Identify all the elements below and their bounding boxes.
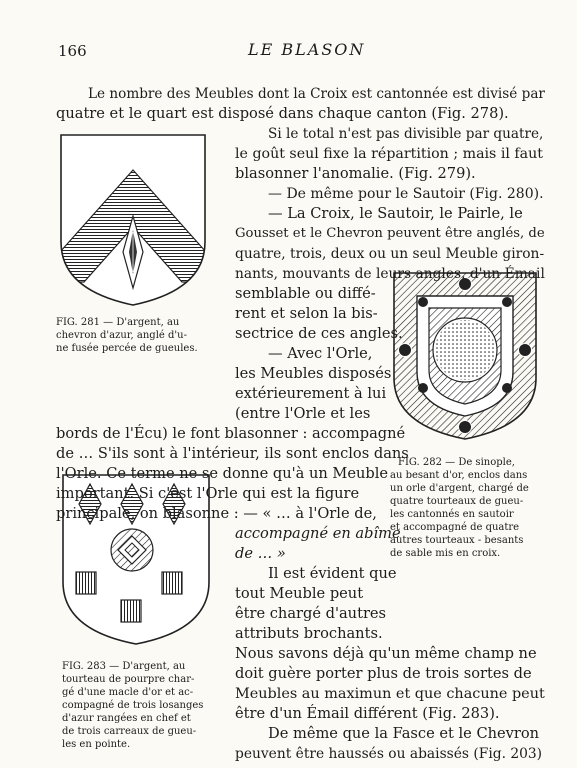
- page-number: 166: [58, 42, 87, 60]
- body-text-line: doit guère porter plus de trois sortes de: [235, 665, 532, 682]
- body-text-line: le goût seul fixe la répartition ; mais il faut: [235, 146, 543, 162]
- running-title: LE BLASON: [248, 40, 366, 59]
- figure-283-caption-line: compagné de trois losanges: [62, 700, 204, 711]
- body-text-line: Il est évident que: [268, 565, 397, 582]
- body-text-line: principale, on blasonne : — « … à l'Orle de,: [56, 505, 377, 522]
- body-text-line: rent et selon la bis-: [235, 305, 378, 322]
- figure-282-caption-line: les cantonnés en sautoir: [390, 509, 514, 520]
- body-text-line: peuvent être haussés ou abaissés (Fig. 203): [235, 746, 543, 762]
- body-text-line: tout Meuble peut: [235, 585, 364, 602]
- body-text-line: Meubles au maximun et que chacune peut: [235, 686, 545, 702]
- body-text-line: nants, mouvants de leurs angles, d'un Émail: [235, 266, 545, 282]
- figure-282-caption-line: quatre tourteaux de gueu-: [390, 496, 524, 507]
- body-text-line: Gousset et le Chevron peuvent être anglés, de: [235, 226, 545, 241]
- body-text-line: (entre l'Orle et les: [235, 405, 371, 422]
- figure-282-caption-line: au besant d'or, enclos dans: [390, 470, 528, 481]
- body-text-line: — La Croix, le Sautoir, le Pairle, le: [268, 205, 523, 222]
- figure-283-caption-line: les en pointe.: [62, 739, 131, 750]
- body-text-line: blasonner l'anomalie. (Fig. 279).: [235, 165, 476, 182]
- body-text-line: — Avec l'Orle,: [268, 345, 373, 362]
- body-text-line: sectrice de ces angles.: [235, 325, 403, 342]
- figure-281-caption-line: ne fusée percée de gueules.: [56, 343, 198, 354]
- body-text-line: Si le total n'est pas divisible par quatre,: [268, 126, 544, 142]
- figure-282-caption-line: de sable mis en croix.: [390, 548, 501, 559]
- figure-281-shield: [58, 132, 208, 308]
- body-text-line: accompagné en abîme: [235, 525, 401, 542]
- figure-281-caption-line: FIG. 281 — D'argent, au: [56, 317, 180, 328]
- body-text-line: Nous savons déjà qu'un même champ ne: [235, 645, 537, 662]
- body-text-line: quatre et le quart est disposé dans chaque canton (Fig. 278).: [56, 105, 509, 122]
- body-text-line: quatre, trois, deux ou un seul Meuble giron-: [235, 246, 545, 262]
- body-text-line: bords de l'Écu) le font blasonner : accompagné: [56, 425, 406, 442]
- body-text-line: l'Orle. Ce terme ne se donne qu'à un Meuble: [56, 465, 389, 482]
- figure-283-caption-line: FIG. 283 — D'argent, au: [62, 661, 186, 672]
- body-text-line: de … S'ils sont à l'intérieur, ils sont enclos dans: [56, 445, 409, 462]
- body-text-line: de … »: [235, 545, 286, 562]
- body-text-line: Le nombre des Meubles dont la Croix est cantonnée est divisé par: [88, 86, 545, 102]
- figure-282-caption-line: un orle d'argent, chargé de: [390, 483, 529, 494]
- body-text-line: attributs brochants.: [235, 625, 383, 642]
- body-text-line: — De même pour le Sautoir (Fig. 280).: [268, 186, 544, 202]
- body-text-line: extérieurement à lui: [235, 385, 387, 402]
- body-text-line: être d'un Émail différent (Fig. 283).: [235, 705, 500, 722]
- figure-282-caption-line: autres tourteaux - besants: [390, 535, 524, 546]
- figure-283-caption-line: tourteau de pourpre char-: [62, 674, 195, 685]
- figure-283-caption-line: gé d'une macle d'or et ac-: [62, 687, 194, 698]
- figure-283-caption-line: de trois carreaux de gueu-: [62, 726, 197, 737]
- figure-282-shield: [391, 270, 539, 442]
- figure-282-caption-line: FIG. 282 — De sinople,: [398, 457, 515, 468]
- body-text-line: important. Si c'est l'Orle qui est la figure: [56, 485, 360, 502]
- body-text-line: les Meubles disposés: [235, 365, 392, 382]
- body-text-line: semblable ou diffé-: [235, 285, 376, 302]
- figure-283-caption-line: d'azur rangées en chef et: [62, 713, 191, 724]
- body-text-line: De même que la Fasce et le Chevron: [268, 725, 540, 742]
- figure-281-caption-line: chevron d'azur, anglé d'u-: [56, 330, 187, 341]
- body-text-line: être chargé d'autres: [235, 605, 387, 622]
- figure-282-caption-line: et accompagné de quatre: [390, 522, 520, 533]
